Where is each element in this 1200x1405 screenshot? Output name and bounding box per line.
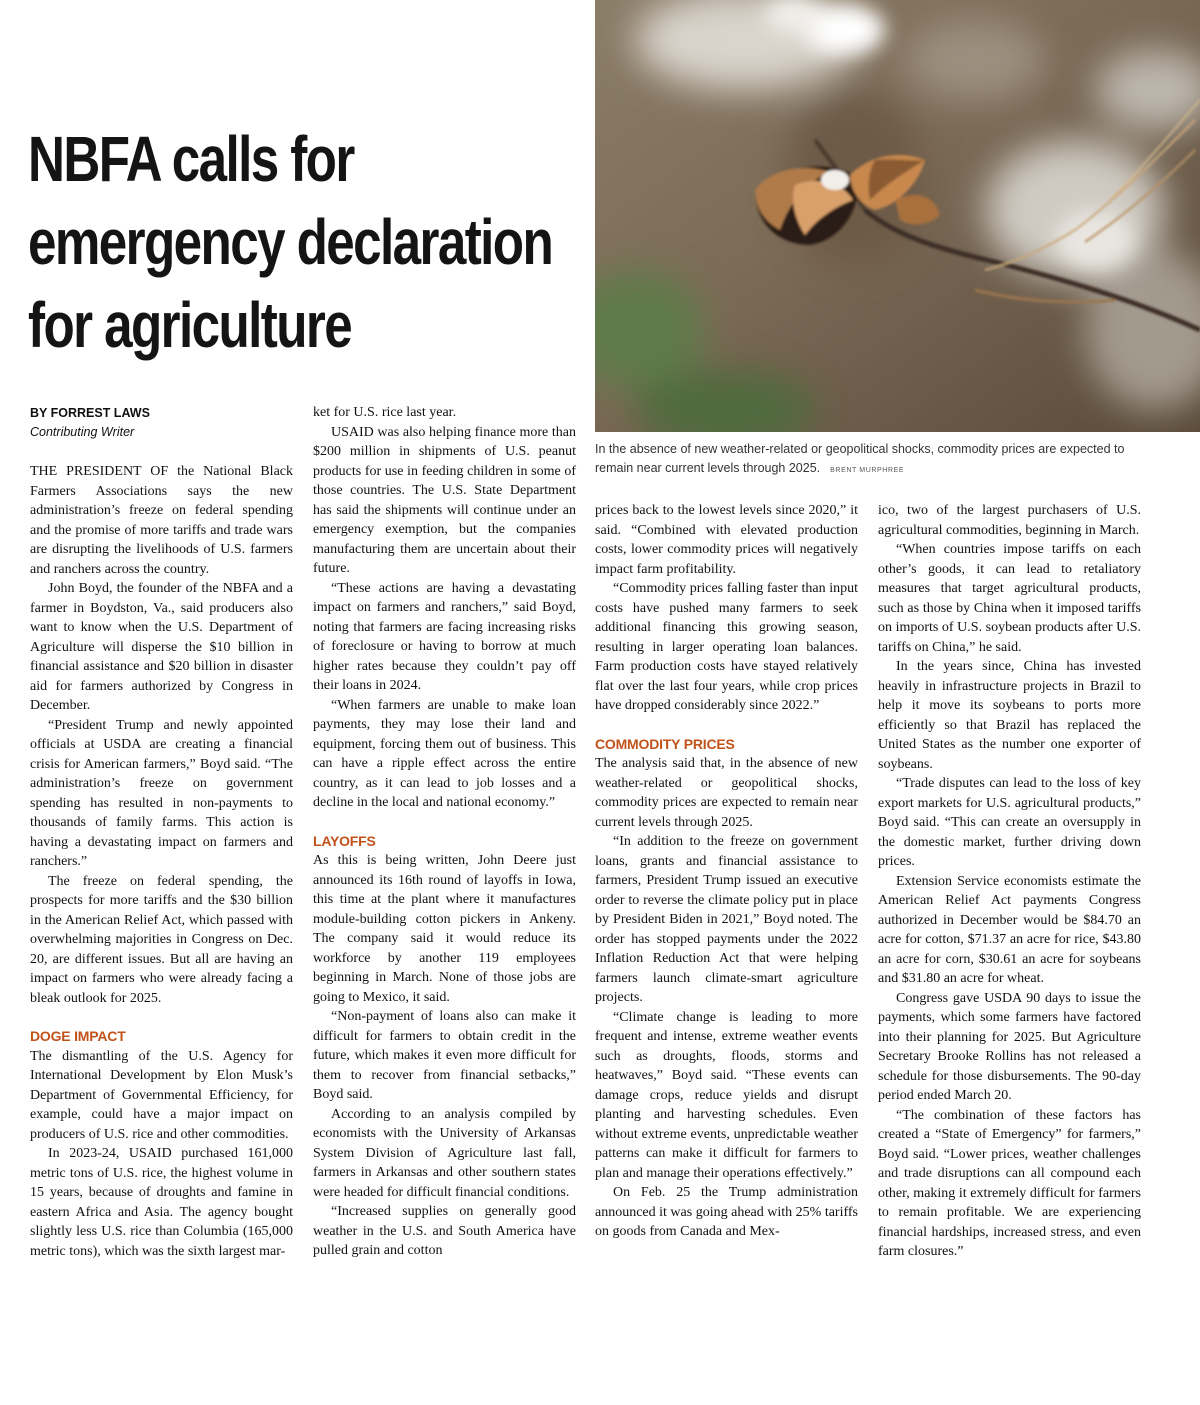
article-column-2 [313,403,576,1261]
byline-title: Contributing Writer [30,425,135,439]
article-column-4 [878,501,1141,1262]
paragraph: In the years since, China has invested heavily in infrastructure projects in Brazil to help it move its soybeans to ports more efficiently so that Brazil has replaced the United States as the number one exporter of soybeans. [878,659,1141,772]
paragraph: “These actions are having a devastating impact on farmers and ranchers,” said Boyd, noting that farmers are facing increasing risks of foreclosure or having to borrow at much higher rates because they couldn’t pay off their loans in 2024. [313,580,576,693]
paragraph: “The combination of these factors has created a “State of Emergency” for farmers,” Boyd said. “Lower prices, weather challenges and trade disruptions can all compound each other, making it extremely difficult for farmers to remain profitable. We are experiencing financial hardships, increased stress, and even farm closures.” [878,1107,1141,1259]
headline-line-3: for agriculture [28,289,352,361]
paragraph: “When farmers are unable to make loan payments, they may lose their land and equipment, forcing them out of business. This can have a ripple effect across the entire country, as it can lead to job losses and a decline in the local and national economy.” [313,697,576,810]
paragraph: In 2023-24, USAID purchased 161,000 metric tons of U.S. rice, the highest volume in 15 years, because of droughts and famine in eastern Africa and Asia. The agency bought slightly less U.S. rice than Columbia (165,000 metric tons), which was the sixth largest mar- [30,1146,293,1259]
headline [28,118,553,367]
paragraph: “When countries impose tariffs on each other’s goods, it can lead to retaliatory measures that target agricultural products, such as those by China when it imposed tariffs on imports of U.S. soybean products after U.S. tariffs on China,” he said. [878,542,1141,655]
paragraph: ico, two of the largest purchasers of U.S. agricultural commodities, beginning in March. [878,503,1141,538]
paragraph: Extension Service economists estimate the American Relief Act payments Congress authorized in December would be $84.70 an acre for cotton, $71.37 an acre for rice, $43.80 an acre for corn, $30.61 an acre for soybeans and $31.80 an acre for wheat. [878,873,1141,986]
paragraph: As this is being written, John Deere just announced its 16th round of layoffs in Iowa, this time at the plant where it manufactures module-building cotton pickers in Ankeny. The company said it would reduce its workforce by another 119 employees beginning in March. None of those jobs are going to Mexico, it said. [313,853,576,1005]
paragraph: THE PRESIDENT OF the National Black Farmers Associations says the new administration’s freeze on federal spending and the promise of more tariffs and trade wars are disrupting the livelihoods of U.S. farmers and ranchers across the country. [30,464,293,577]
paragraph: “In addition to the freeze on government loans, grants and financial assistance to farmers, President Trump issued an executive order to reverse the climate policy put in place by President Biden in 2021,” Boyd noted. The order has stopped payments under the 2022 Inflation Reduction Act that were helping farmers launch climate-smart agriculture projects. [595,834,858,1005]
subhead-commodity-prices: COMMODITY PRICES [595,735,735,752]
headline-line-2: emergency declaration [28,206,553,278]
photo-credit: BRENT MURPHREE [830,467,905,474]
article-column-1 [30,462,293,1261]
paragraph: John Boyd, the founder of the NBFA and a farmer in Boydston, Va., said producers also want to know when the U.S. Department of Agriculture will disperse the $10 billion in financial assistance and $20 billion in disaster aid for farmers authorized by Congress in December. [30,581,293,713]
paragraph: Congress gave USDA 90 days to issue the payments, which some farmers have factored into their planning for 2025. But Agriculture Secretary Brooke Rollins has not released a schedule for those disbursements. The 90-day period ended March 20. [878,990,1141,1103]
byline-author: BY FORREST LAWS [30,406,150,420]
paragraph: The freeze on federal spending, the prospects for more tariffs and the $30 billion in the American Relief Act, which passed with overwhelming majorities in Congress on Dec. 20, are different issues. But all are having an impact on farmers who were already facing a bleak outlook for 2025. [30,873,293,1006]
subhead-layoffs: LAYOFFS [313,832,376,849]
headline-line-1: NBFA calls for [28,123,354,195]
paragraph: prices back to the lowest levels since 2020,” it said. “Combined with elevated production costs, lower commodity prices will negatively impact farm profitability. [595,503,858,577]
caption-text: In the absence of new weather-related or geopolitical shocks, commodity prices are expected to remain near current levels through 2025. [595,442,1125,475]
paragraph: The analysis said that, in the absence of new weather-related or geopolitical shocks, commodity prices are expected to remain near current levels through 2025. [595,756,858,830]
subhead-doge-impact: DOGE IMPACT [30,1028,126,1044]
paragraph: According to an analysis compiled by economists with the University of Arkansas System Division of Agriculture last fall, farmers in Arkansas and other southern states were headed for difficult financial conditions. [313,1106,576,1200]
paragraph: “Trade disputes can lead to the loss of key export markets for U.S. agricultural products,” Boyd said. “This can create an oversupply in the domestic market, further driving down prices. [878,776,1141,869]
cotton-boll-photo [595,0,1200,432]
paragraph: The dismantling of the U.S. Agency for International Development by Elon Musk’s Department of Governmental Efficiency, for example, could have a major impact on producers of U.S. rice and other commodities. [30,1048,293,1142]
paragraph: “President Trump and newly appointed officials at USDA are creating a financial crisis for American farmers,” Boyd said. “The administration’s freeze on government spending has resulted in non-payments to thousands of family farms. This action is having a devastating impact on farmers and ranchers.” [30,717,293,869]
paragraph: “Non-payment of loans also can make it difficult for farmers to obtain credit in the future, which makes it even more difficult for them to recover from financial setbacks,” Boyd said. [313,1009,576,1102]
photo-caption [595,440,1155,480]
byline [30,403,150,441]
paragraph: USAID was also helping finance more than $200 million in shipments of U.S. peanut products for use in feeding children in some of those countries. The U.S. State Department has said the shipments will continue under an emergency exemption, but the companies manufacturing them are uncertain about their future. [313,424,576,576]
paragraph: On Feb. 25 the Trump administration announced it was going ahead with 25% tariffs on goods from Canada and Mex- [595,1185,858,1239]
paragraph: “Commodity prices falling faster than input costs have pushed many farmers to seek additional financing this growing season, resulting in larger operating loan balances. Farm production costs have stayed relatively flat over the last four years, while crop prices have dropped considerably since 2022.” [595,581,858,713]
paragraph: ket for U.S. rice last year. [313,405,457,420]
article-column-3 [595,501,858,1242]
paragraph: “Increased supplies on generally good weather in the U.S. and South America have pulled grain and cotton [313,1204,576,1258]
paragraph: “Climate change is leading to more frequent and intense, extreme weather events such as droughts, floods, storms and heatwaves,” Boyd said. “These events can damage crops, reduce yields and disrupt planting and harvesting schedules. Even without extreme events, unpredictable weather patterns can make it difficult for farmers to plan and manage their operations effectively.” [595,1009,858,1181]
